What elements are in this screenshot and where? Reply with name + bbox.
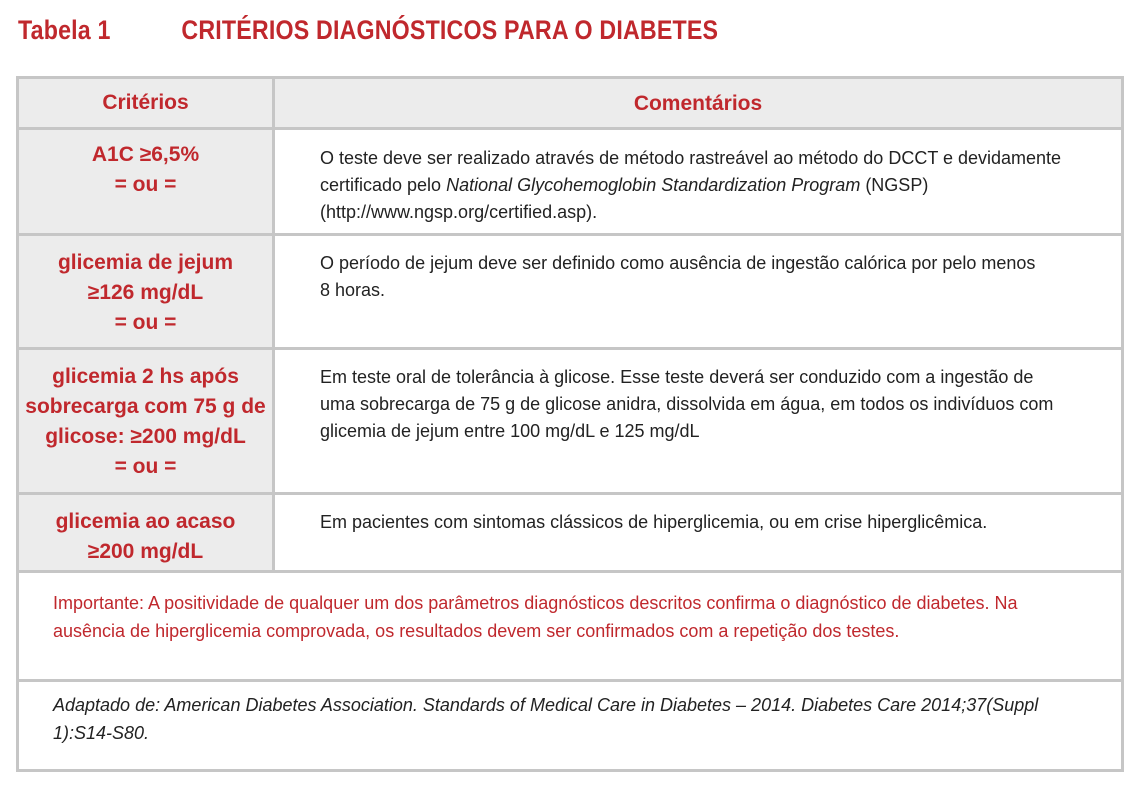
comment-text: O período de jejum deve ser definido como ausência de ingestão calórica por pelo menos 8 horas. <box>320 253 1036 300</box>
header-comments-label: Comentários <box>633 91 763 115</box>
header-comments <box>275 79 1121 127</box>
criteria-cell <box>19 495 275 570</box>
criteria-line: = ou = <box>114 173 177 196</box>
comment-program-name: National Glycohemoglobin Standardization Program <box>446 175 861 195</box>
table-row-random-glucose <box>19 495 1121 573</box>
criteria-line: glicose: ≥200 mg/dL <box>45 425 246 448</box>
important-note-row <box>19 573 1121 682</box>
criteria-line: sobrecarga com 75 g de <box>25 395 266 418</box>
criteria-cell <box>19 350 275 492</box>
comment-cell <box>275 495 1121 570</box>
table-title-text: CRITÉRIOS DIAGNÓSTICOS PARA O DIABETES <box>181 14 719 45</box>
table-row-a1c <box>19 130 1121 236</box>
header-criteria-label: Critérios <box>102 91 189 114</box>
criteria-table <box>16 76 1124 772</box>
comment-text-part: (NGSP) (http://www.ngsp.org/certified.asp). <box>320 175 929 222</box>
criteria-line: = ou = <box>114 311 177 334</box>
comment-text: Em pacientes com sintomas clássicos de hiperglicemia, ou em crise hiperglicêmica. <box>320 512 988 532</box>
important-note: Importante: A positividade de qualquer um dos parâmetros diagnósticos descritos confirma o diagnóstico de diabetes. Na ausência de hiperglicemia comprovada, os resultados devem ser confirmados com a repetição dos testes. <box>53 593 1018 641</box>
comment-cell <box>275 130 1121 233</box>
comment-text-part: O teste deve ser realizado através de método rastreável ao método do DCCT e devidamente certificado pelo <box>320 148 1062 195</box>
criteria-line: glicemia de jejum <box>57 251 234 274</box>
criteria-line: glicemia 2 hs após <box>52 365 239 388</box>
comment-text <box>320 145 1100 226</box>
table-row-fasting-glucose <box>19 236 1121 350</box>
criteria-cell <box>19 236 275 347</box>
table-row-ogtt <box>19 350 1121 495</box>
table-number: Tabela 1 <box>18 14 111 45</box>
comment-text: Em teste oral de tolerância à glicose. Esse teste deverá ser conduzido com a ingestão de uma sobrecarga de 75 g de glicose anidra, dissolvida em água, em todos os indivíduos com glicemia de jejum entre 100 mg/dL e 125 mg/dL <box>320 367 1054 441</box>
criteria-line: = ou = <box>114 455 177 478</box>
criteria-line: glicemia ao acaso <box>55 510 236 533</box>
comment-cell <box>275 236 1121 347</box>
table-header-row <box>19 79 1121 130</box>
criteria-line: ≥126 mg/dL <box>87 281 204 304</box>
header-criteria <box>19 79 275 127</box>
criteria-line: ≥200 mg/dL <box>87 540 204 563</box>
criteria-line: A1C ≥6,5% <box>91 143 200 166</box>
source-citation: Adaptado de: American Diabetes Association. Standards of Medical Care in Diabetes – 2014. Diabetes Care 2014;37(Suppl 1):S14-S80. <box>53 695 1039 743</box>
criteria-cell <box>19 130 275 233</box>
comment-cell <box>275 350 1121 492</box>
table-title <box>18 10 718 50</box>
